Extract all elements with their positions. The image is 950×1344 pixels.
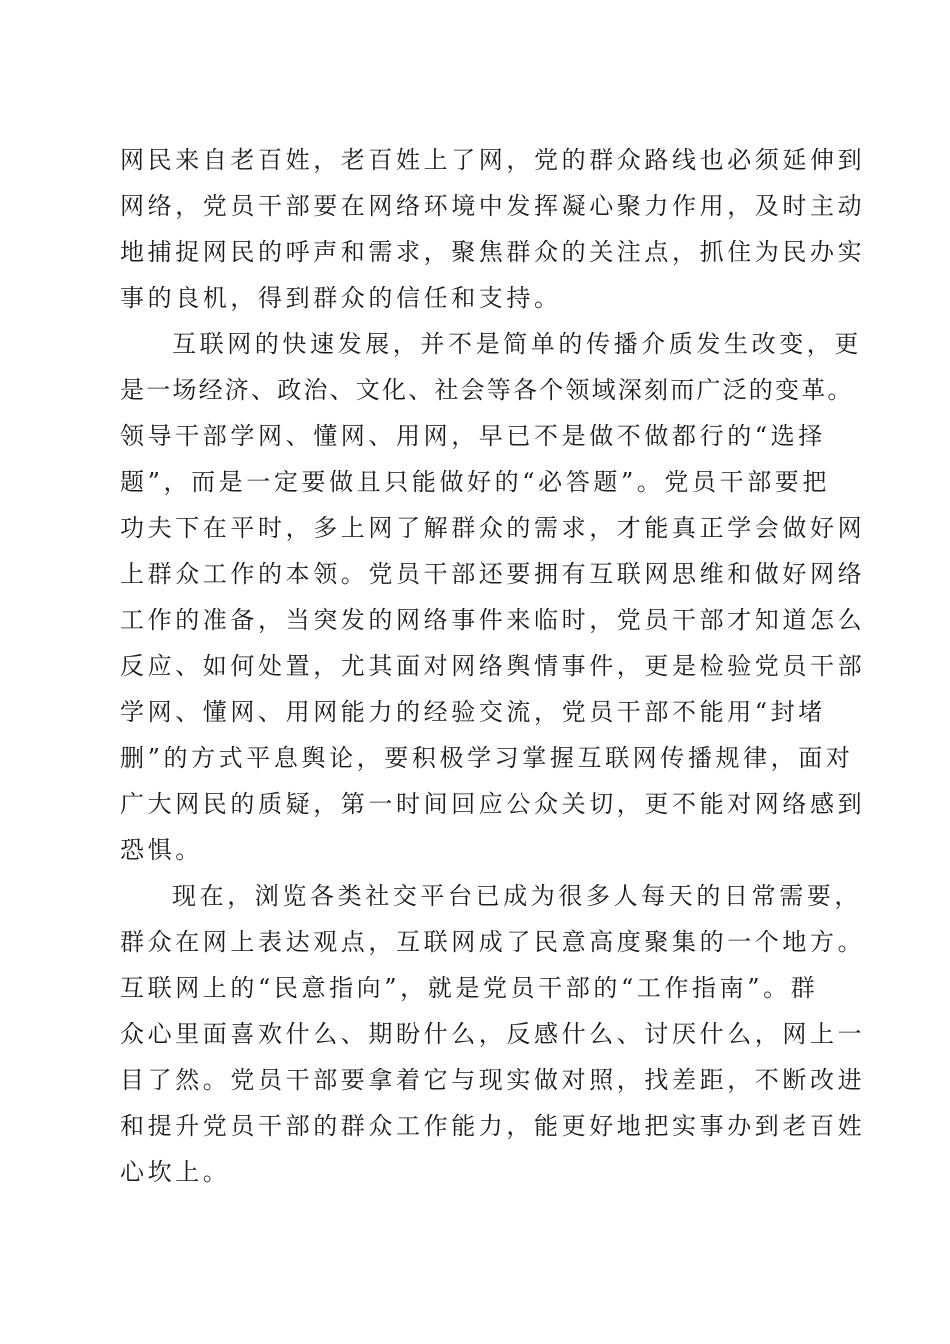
text-line: 目了然。党员干部要拿着它与现实做对照，找差距，不断改进 [120, 1066, 866, 1094]
text-line: 心坎上。 [120, 1158, 231, 1186]
text-line: 网民来自老百姓，老百姓上了网，党的群众路线也必须延伸到 [120, 146, 866, 174]
text-line: 反应、如何处置，尤其面对网络舆情事件，更是检验党员干部 [120, 652, 866, 680]
text-line: 工作的准备，当突发的网络事件来临时，党员干部才知道怎么 [120, 606, 866, 634]
text-line: 功夫下在平时，多上网了解群众的需求，才能真正学会做好网 [120, 514, 866, 542]
text-line: 群众在网上表达观点，互联网成了民意高度聚集的一个地方。 [120, 928, 866, 956]
text-line: 学网、懂网、用网能力的经验交流，党员干部不能用“封堵 [120, 698, 826, 726]
text-line: 众心里面喜欢什么、期盼什么，反感什么、讨厌什么，网上一 [120, 1020, 866, 1048]
text-line: 领导干部学网、懂网、用网，早已不是做不做都行的“选择 [120, 422, 826, 450]
text-line: 网络，党员干部要在网络环境中发挥凝心聚力作用，及时主动 [120, 192, 866, 220]
text-line: 删”的方式平息舆论，要积极学习掌握互联网传播规律，面对 [120, 744, 854, 772]
text-line: 广大网民的质疑，第一时间回应公众关切，更不能对网络感到 [120, 790, 866, 818]
text-line: 上群众工作的本领。党员干部还要拥有互联网思维和做好网络 [120, 560, 866, 588]
text-line: 题”，而是一定要做且只能做好的“必答题”。党员干部要把 [120, 468, 831, 496]
text-line: 互联网上的“民意指向”，就是党员干部的“工作指南”。群 [120, 974, 819, 1002]
article-body [120, 137, 866, 1195]
text-line: 是一场经济、政治、文化、社会等各个领域深刻而广泛的变革。 [120, 376, 854, 404]
text-line: 恐惧。 [120, 836, 203, 864]
paragraph-start-line: 互联网的快速发展，并不是简单的传播介质发生改变，更 [172, 330, 862, 358]
text-line: 事的良机，得到群众的信任和支持。 [120, 284, 562, 312]
paragraph-start-line: 现在，浏览各类社交平台已成为很多人每天的日常需要， [172, 882, 862, 910]
text-line: 地捕捉网民的呼声和需求，聚焦群众的关注点，抓住为民办实 [120, 238, 866, 266]
text-line: 和提升党员干部的群众工作能力，能更好地把实事办到老百姓 [120, 1112, 866, 1140]
